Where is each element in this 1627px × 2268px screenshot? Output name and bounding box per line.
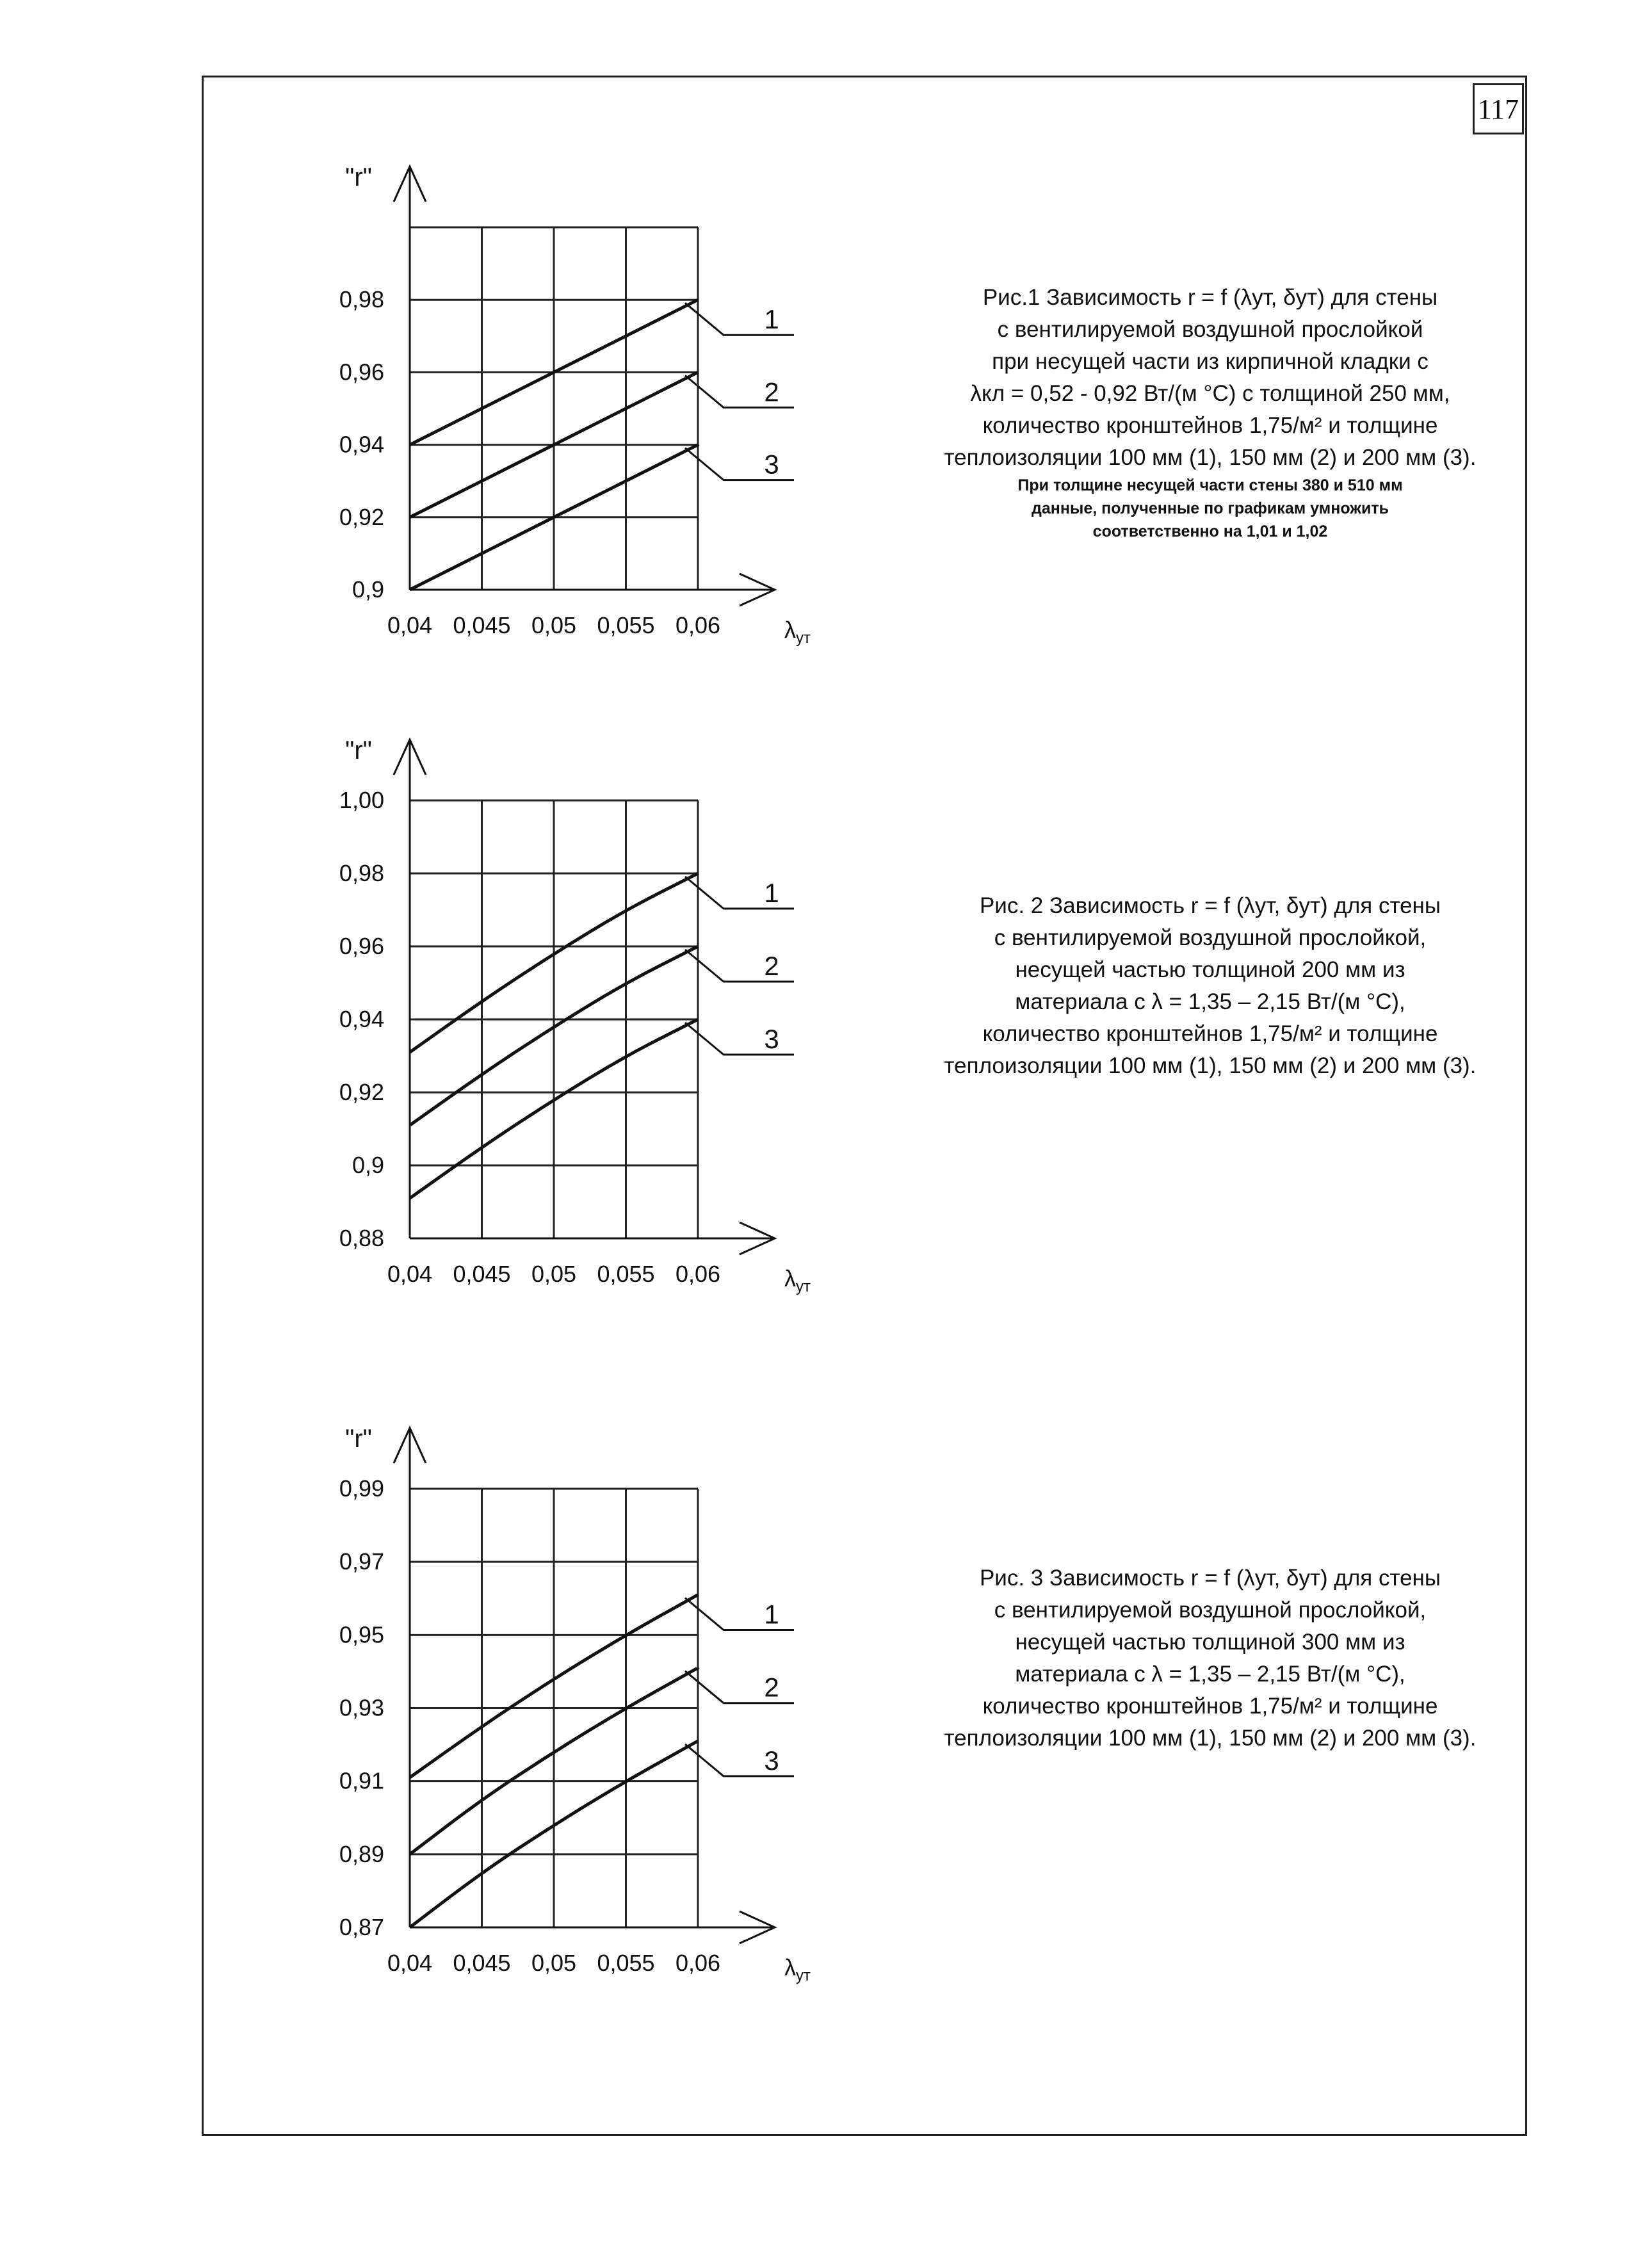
y-tick-label: 0,96 [339, 359, 384, 385]
y-tick-label: 0,97 [339, 1548, 384, 1575]
series-label: 2 [764, 1672, 779, 1703]
x-tick-label: 0,05 [531, 612, 577, 638]
x-tick-label: 0,055 [597, 1950, 655, 1976]
caption-line: с вентилируемой воздушной прослойкой [997, 317, 1423, 342]
caption-note: При толщине несущей части стены 380 и 510 мм [1017, 476, 1403, 494]
x-tick-label: 0,045 [453, 1950, 511, 1976]
y-tick-label: 0,9 [352, 576, 384, 603]
caption-note: соответственно на 1,01 и 1,02 [1092, 522, 1328, 540]
x-axis-label: $\lambda_{ут}$ [784, 617, 811, 647]
x-tick-label: 0,06 [675, 612, 721, 638]
y-tick-label: 0,91 [339, 1767, 384, 1794]
x-tick-label: 0,06 [675, 1950, 721, 1976]
caption-line: с вентилируемой воздушной прослойкой, [994, 925, 1427, 950]
caption-line: количество кронштейнов 1,75/м² и толщине [982, 413, 1438, 438]
x-tick-label: 0,05 [531, 1261, 577, 1287]
caption-line: теплоизоляции 100 мм (1), 150 мм (2) и 200 мм (3). [944, 445, 1477, 470]
page-number: 117 [1473, 83, 1524, 134]
caption-line: Рис. 3 Зависимость r = f (λут, δут) для стены [979, 1566, 1441, 1591]
caption-line: с вентилируемой воздушной прослойкой, [994, 1598, 1427, 1623]
y-tick-label: 0,89 [339, 1840, 384, 1867]
caption-fig-1 [884, 282, 1537, 543]
y-tick-label: 0,87 [339, 1914, 384, 1940]
caption-line: несущей частью толщиной 200 мм из [1015, 957, 1405, 982]
caption-line: при несущей части из кирпичной кладки с [992, 349, 1429, 374]
series-label: 2 [764, 377, 779, 407]
y-tick-label: 0,92 [339, 503, 384, 530]
y-tick-label: 0,98 [339, 860, 384, 886]
x-tick-label: 0,04 [387, 1950, 433, 1976]
y-tick-label: 0,93 [339, 1694, 384, 1721]
x-tick-label: 0,04 [387, 612, 433, 638]
caption-note: данные, полученные по графикам умножить [1032, 499, 1389, 517]
y-tick-label: 0,92 [339, 1079, 384, 1105]
series-label: 1 [764, 878, 779, 908]
x-tick-label: 0,055 [597, 612, 655, 638]
caption-line: теплоизоляции 100 мм (1), 150 мм (2) и 200 мм (3). [944, 1726, 1477, 1751]
x-tick-label: 0,045 [453, 1261, 511, 1287]
series-label: 3 [764, 1745, 779, 1776]
caption-line: материала с λ = 1,35 – 2,15 Вт/(м °С), [1015, 1662, 1405, 1687]
y-tick-label: 0,95 [339, 1621, 384, 1648]
x-tick-label: 0,045 [453, 612, 511, 638]
caption-line: Рис.1 Зависимость r = f (λут, δут) для стены [982, 285, 1438, 310]
series-label: 3 [764, 1024, 779, 1054]
caption-line: несущей частью толщиной 300 мм из [1015, 1630, 1405, 1655]
caption-line: количество кронштейнов 1,75/м² и толщине [982, 1694, 1438, 1719]
x-axis-label: $\lambda_{ут}$ [784, 1265, 811, 1295]
x-tick-label: 0,06 [675, 1261, 721, 1287]
x-tick-label: 0,04 [387, 1261, 433, 1287]
caption-line: количество кронштейнов 1,75/м² и толщине [982, 1021, 1438, 1046]
y-tick-label: 0,94 [339, 1006, 384, 1032]
series-label: 1 [764, 304, 779, 335]
y-tick-label: 0,96 [339, 933, 384, 959]
series-label: 1 [764, 1599, 779, 1630]
y-tick-label: 0,98 [339, 286, 384, 313]
caption-line: Рис. 2 Зависимость r = f (λут, δут) для стены [979, 893, 1441, 918]
caption-line: материала с λ = 1,35 – 2,15 Вт/(м °С), [1015, 989, 1405, 1014]
series-label: 2 [764, 951, 779, 981]
y-tick-label: 1,00 [339, 787, 384, 813]
y-tick-label: 0,99 [339, 1475, 384, 1502]
y-axis-label: "r" [345, 736, 372, 765]
y-axis-label: "r" [345, 163, 372, 191]
y-axis-label: "r" [345, 1425, 372, 1453]
y-tick-label: 0,88 [339, 1225, 384, 1251]
x-tick-label: 0,05 [531, 1950, 577, 1976]
series-label: 3 [764, 449, 779, 480]
caption-fig-2 [884, 890, 1537, 1082]
caption-line: λкл = 0,52 - 0,92 Вт/(м °С) с толщиной 250 мм, [970, 381, 1450, 406]
y-tick-label: 0,9 [352, 1152, 384, 1178]
y-tick-label: 0,94 [339, 431, 384, 458]
caption-fig-3 [884, 1562, 1537, 1754]
x-axis-label: $\lambda_{ут}$ [784, 1954, 811, 1984]
caption-line: теплоизоляции 100 мм (1), 150 мм (2) и 200 мм (3). [944, 1053, 1477, 1078]
x-tick-label: 0,055 [597, 1261, 655, 1287]
